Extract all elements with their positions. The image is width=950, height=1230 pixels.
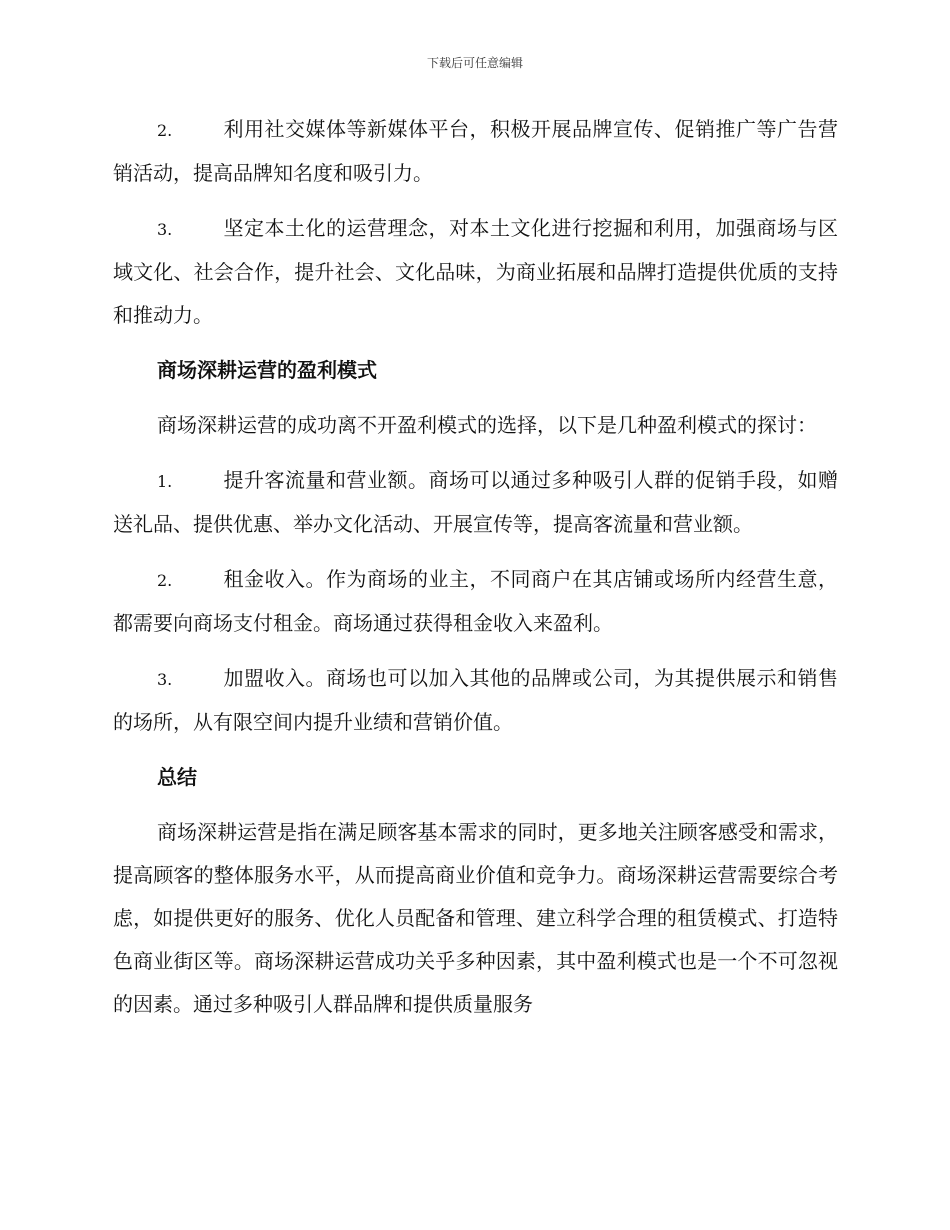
- list-text: 坚定本土化的运营理念，对本土文化进行挖掘和利用，加强商场与区域文化、社会合作，提升社会、文化品味，为商业拓展和品牌打造提供优质的支持和推动力。: [113, 216, 838, 327]
- list-item: [113, 558, 838, 645]
- list-number: 3.: [157, 220, 173, 239]
- section-heading-profit-models: 商场深耕运营的盈利模式: [157, 358, 377, 382]
- list-item: [113, 108, 838, 195]
- list-text: 加盟收入。商场也可以加入其他的品牌或公司，为其提供展示和销售的场所，从有限空间内提升业绩和营销价值。: [113, 666, 838, 734]
- list-text: 提升客流量和营业额。商场可以通过多种吸引人群的促销手段，如赠送礼品、提供优惠、举办文化活动、开展宣传等，提高客流量和营业额。: [113, 468, 838, 536]
- list-number: 1.: [157, 472, 173, 491]
- list-item: [113, 207, 838, 337]
- page-header: 下载后可任意编辑: [426, 56, 523, 70]
- document-body: [113, 108, 838, 1038]
- section-heading-summary: 总结: [157, 765, 197, 789]
- list-text: 利用社交媒体等新媒体平台，积极开展品牌宣传、促销推广等广告营销活动，提高品牌知名度和吸引力。: [113, 117, 838, 185]
- summary-paragraph: 商场深耕运营是指在满足顾客基本需求的同时，更多地关注顾客感受和需求，提高顾客的整体服务水平，从而提高商业价值和竞争力。商场深耕运营需要综合考虑，如提供更好的服务、优化人员配备和管理、建立科学合理的租赁模式、打造特色商业街区等。商场深耕运营成功关乎多种因素，其中盈利模式也是一个不可忽视的因素。通过多种吸引人群品牌和提供质量服务: [113, 820, 838, 1016]
- list-number: 3.: [157, 670, 173, 689]
- intro-paragraph: 商场深耕运营的成功离不开盈利模式的选择，以下是几种盈利模式的探讨：: [157, 413, 817, 437]
- list-item: [113, 657, 838, 744]
- list-text: 租金收入。作为商场的业主，不同商户在其店铺或场所内经营生意，都需要向商场支付租金。商场通过获得租金收入来盈利。: [113, 567, 838, 635]
- list-number: 2.: [157, 121, 173, 140]
- list-item: [113, 459, 838, 546]
- list-number: 2.: [157, 571, 173, 590]
